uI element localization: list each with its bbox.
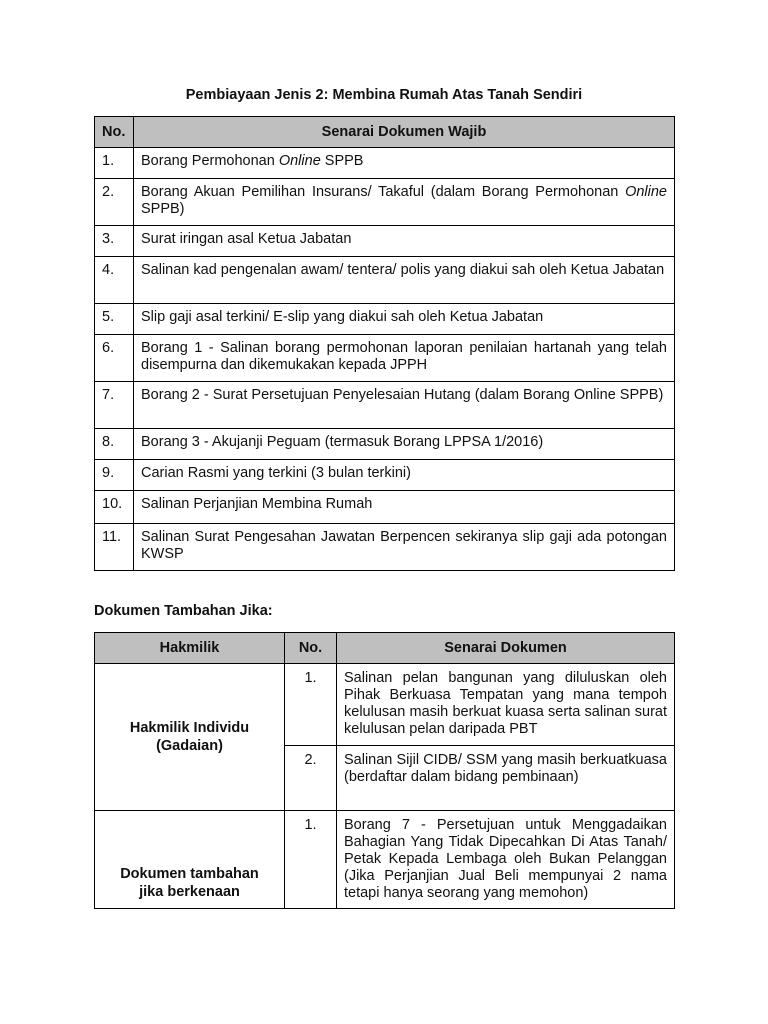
table-row bbox=[95, 460, 675, 491]
group-label-line: Hakmilik Individu bbox=[129, 720, 250, 736]
doc-text: Borang Akuan Pemilihan Insurans/ Takaful (dalam Borang Permohonan bbox=[141, 184, 626, 200]
row-document bbox=[134, 226, 675, 257]
doc-text: SPPB) bbox=[141, 201, 185, 217]
row-document: Borang 7 - Persetujuan untuk Menggadaikan Bahagian Yang Tidak Dipecahkan Di Atas Tanah/ Petak Kepada Lembaga oleh Bukan Pelanggan (Jika Perjanjian Jual Beli mempunyai 2 nama tetapi hanya seorang yang memohon) bbox=[337, 811, 675, 909]
table-row bbox=[95, 148, 675, 179]
row-document: Salinan pelan bangunan yang diluluskan oleh Pihak Berkuasa Tempatan yang mana tempoh kelulusan masih berkuat kuasa serta salinan surat kelulusan pelan daripada PBT bbox=[337, 664, 675, 746]
additional-documents-table bbox=[94, 632, 675, 909]
doc-text: Surat iringan asal Ketua Jabatan bbox=[141, 231, 352, 247]
row-document bbox=[134, 429, 675, 460]
table-row bbox=[95, 335, 675, 382]
column-header-documents: Senarai Dokumen Wajib bbox=[134, 117, 675, 148]
doc-text-italic: Online bbox=[278, 153, 321, 169]
table-row bbox=[95, 226, 675, 257]
row-number: 1. bbox=[285, 664, 337, 746]
column-header-documents: Senarai Dokumen bbox=[337, 633, 675, 664]
row-number: 8. bbox=[95, 429, 134, 460]
row-document bbox=[134, 491, 675, 524]
column-header-hakmilik: Hakmilik bbox=[95, 633, 285, 664]
row-document bbox=[134, 257, 675, 304]
doc-text: SPPB bbox=[320, 153, 364, 169]
table-header-row bbox=[95, 633, 675, 664]
row-document bbox=[134, 179, 675, 226]
row-number: 4. bbox=[95, 257, 134, 304]
row-number: 11. bbox=[95, 524, 134, 571]
hakmilik-group-label bbox=[95, 664, 285, 811]
column-header-no: No. bbox=[285, 633, 337, 664]
doc-text: Salinan Surat Pengesahan Jawatan Berpencen sekiranya slip gaji ada potongan KWSP bbox=[141, 529, 667, 562]
row-document bbox=[134, 148, 675, 179]
row-number: 1. bbox=[95, 148, 134, 179]
table-row bbox=[95, 524, 675, 571]
column-header-no: No. bbox=[95, 117, 134, 148]
row-number: 3. bbox=[95, 226, 134, 257]
row-number: 1. bbox=[285, 811, 337, 909]
page-title: Pembiayaan Jenis 2: Membina Rumah Atas Tanah Sendiri bbox=[185, 87, 583, 103]
row-number: 9. bbox=[95, 460, 134, 491]
row-document bbox=[134, 304, 675, 335]
row-number: 5. bbox=[95, 304, 134, 335]
row-number: 10. bbox=[95, 491, 134, 524]
row-document bbox=[134, 524, 675, 571]
doc-text: Slip gaji asal terkini/ E-slip yang diakui sah oleh Ketua Jabatan bbox=[141, 309, 544, 325]
doc-text: Borang 2 - Surat Persetujuan Penyelesaian Hutang (dalam Borang Online SPPB) bbox=[141, 387, 664, 403]
row-document bbox=[134, 335, 675, 382]
row-number: 2. bbox=[285, 746, 337, 811]
table-row bbox=[95, 382, 675, 429]
row-document bbox=[134, 460, 675, 491]
group-label-line: jika berkenaan bbox=[139, 884, 240, 900]
table-row bbox=[95, 664, 675, 746]
table-row bbox=[95, 257, 675, 304]
group-label-line: (Gadaian) bbox=[156, 738, 223, 754]
row-number: 7. bbox=[95, 382, 134, 429]
table-row bbox=[95, 179, 675, 226]
table-header-row bbox=[95, 117, 675, 148]
doc-text: Salinan Perjanjian Membina Rumah bbox=[141, 496, 373, 512]
doc-text: Carian Rasmi yang terkini (3 bulan terkini) bbox=[141, 465, 411, 481]
table-row bbox=[95, 491, 675, 524]
row-number: 6. bbox=[95, 335, 134, 382]
doc-text: Borang 3 - Akujanji Peguam (termasuk Borang LPPSA 1/2016) bbox=[141, 434, 544, 450]
table-row bbox=[95, 429, 675, 460]
table-row bbox=[95, 304, 675, 335]
hakmilik-group-label bbox=[95, 811, 285, 909]
doc-text: Borang Permohonan bbox=[141, 153, 279, 169]
row-document: Salinan Sijil CIDB/ SSM yang masih berkuatkuasa (berdaftar dalam bidang pembinaan) bbox=[337, 746, 675, 811]
mandatory-documents-table bbox=[94, 116, 675, 571]
row-document bbox=[134, 382, 675, 429]
table-row bbox=[95, 811, 675, 909]
doc-text: Borang 1 - Salinan borang permohonan laporan penilaian hartanah yang telah disempurna dan dikemukakan kepada JPPH bbox=[141, 340, 667, 373]
section-title-additional-documents: Dokumen Tambahan Jika: bbox=[94, 603, 273, 619]
doc-text: Salinan kad pengenalan awam/ tentera/ polis yang diakui sah oleh Ketua Jabatan bbox=[141, 262, 665, 278]
group-label-line: Dokumen tambahan bbox=[120, 866, 259, 882]
doc-text-italic: Online bbox=[625, 184, 667, 200]
row-number: 2. bbox=[95, 179, 134, 226]
